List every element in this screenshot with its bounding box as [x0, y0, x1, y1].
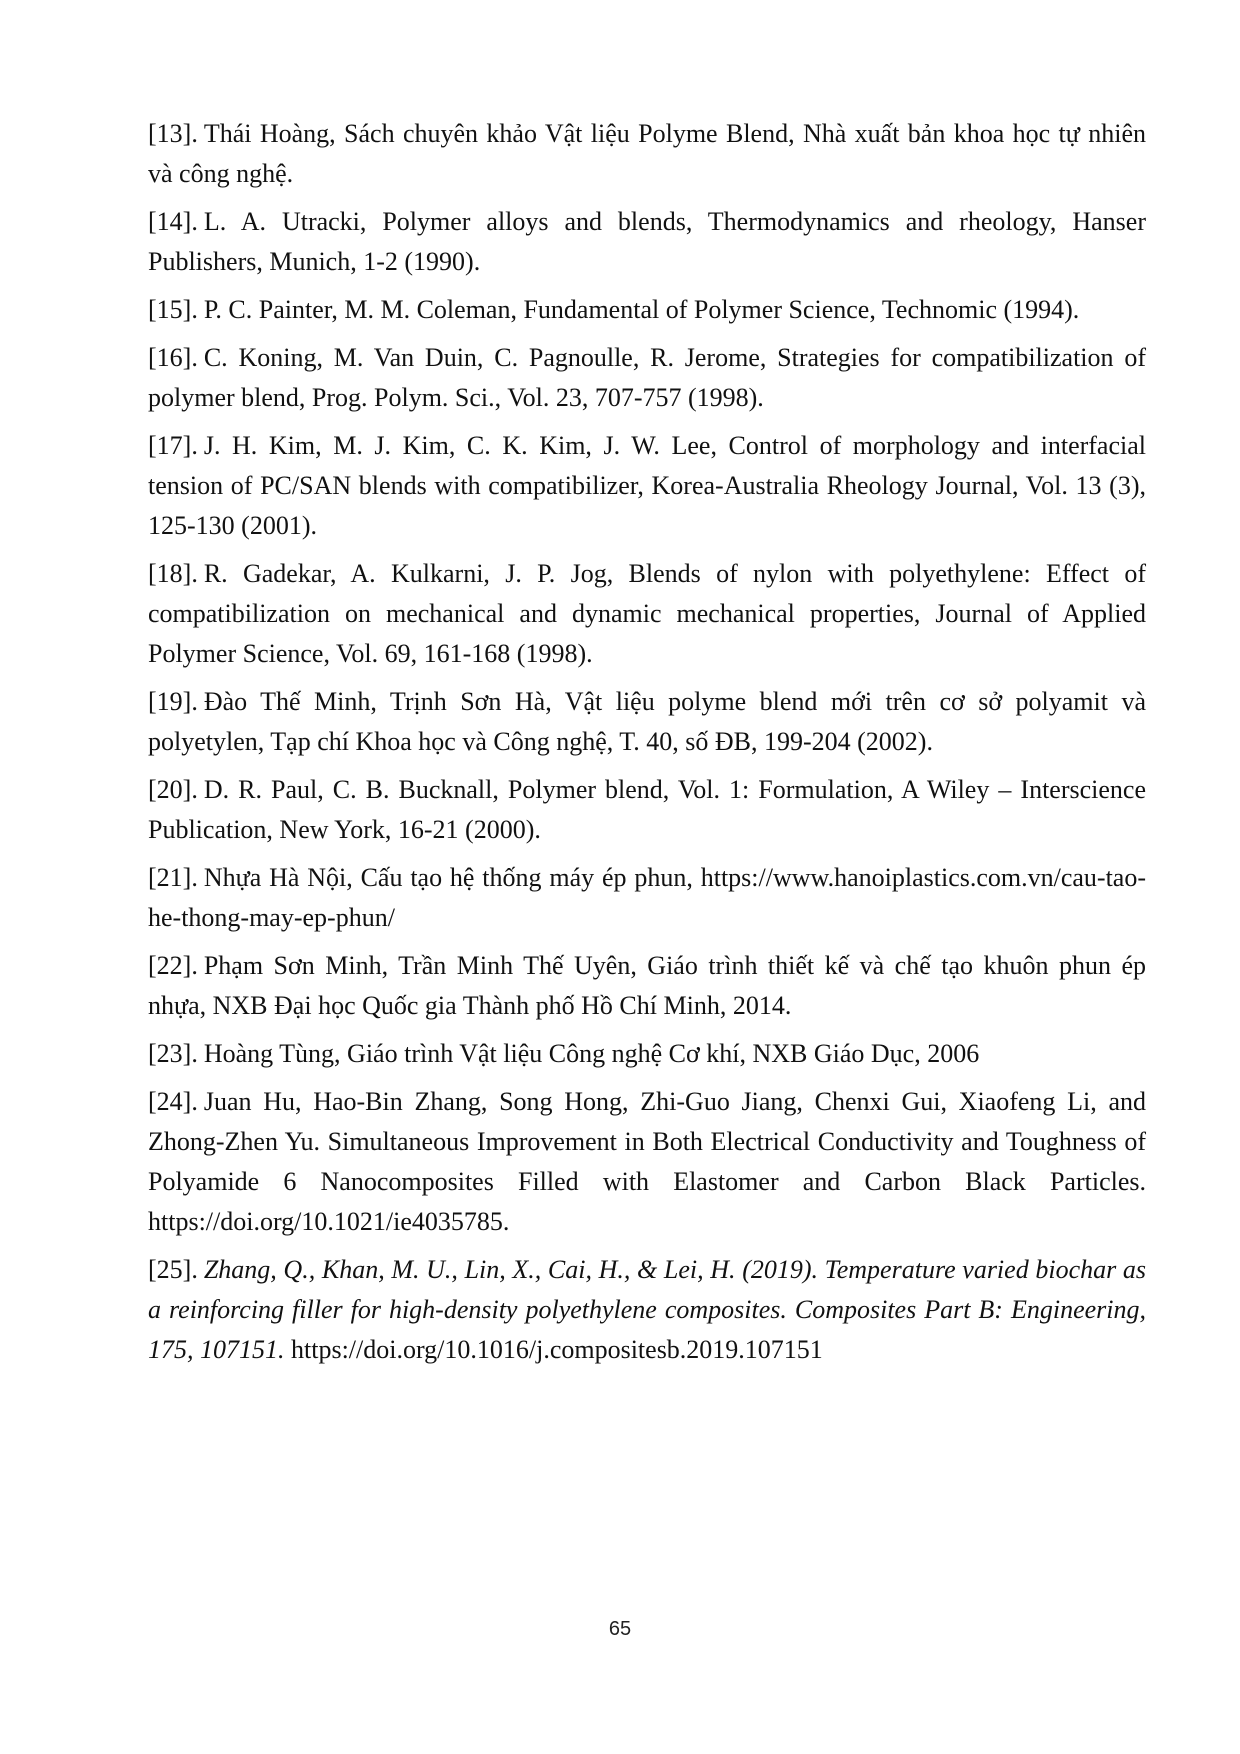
- reference-text: Juan Hu, Hao-Bin Zhang, Song Hong, Zhi-Guo Jiang, Chenxi Gui, Xiaofeng Li, and Zhong-Zhen Yu. Simultaneous Improvement in Both Electrical Conductivity and Toughness of Polyamide 6 Nanocomposites Filled with Elastomer and Carbon Black Particles. https://doi.org/10.1021/ie4035785.: [148, 1087, 1146, 1236]
- reference-doi-link[interactable]: https://doi.org/10.1016/j.compositesb.2019.107151: [291, 1335, 823, 1364]
- reference-text: Nhựa Hà Nội, Cấu tạo hệ thống máy ép phun, https://www.hanoiplastics.com.vn/cau-tao-he-thong-may-ep-phun/: [148, 863, 1146, 932]
- reference-21: [148, 858, 1146, 938]
- reference-15: [148, 290, 1146, 330]
- reference-text: Phạm Sơn Minh, Trần Minh Thế Uyên, Giáo trình thiết kế và chế tạo khuôn phun ép nhựa, NXB Đại học Quốc gia Thành phố Hồ Chí Minh, 2014.: [148, 951, 1146, 1020]
- reference-text: C. Koning, M. Van Duin, C. Pagnoulle, R. Jerome, Strategies for compatibilization of polymer blend, Prog. Polym. Sci., Vol. 23, 707-757 (1998).: [148, 343, 1146, 412]
- reference-14: [148, 202, 1146, 282]
- reference-text: Thái Hoàng, Sách chuyên khảo Vật liệu Polyme Blend, Nhà xuất bản khoa học tự nhiên và công nghệ.: [148, 119, 1146, 188]
- reference-id: [15].: [148, 295, 198, 324]
- reference-id: [19].: [148, 687, 198, 716]
- reference-id: [20].: [148, 775, 198, 804]
- reference-id: [25].: [148, 1255, 198, 1284]
- reference-17: [148, 426, 1146, 546]
- page-number: 65: [608, 1618, 632, 1640]
- reference-list: [148, 114, 1146, 1378]
- reference-id: [24].: [148, 1087, 198, 1116]
- reference-19: [148, 682, 1146, 762]
- reference-22: [148, 946, 1146, 1026]
- reference-citation-italic: Zhang, Q., Khan, M. U., Lin, X., Cai, H., & Lei, H. (2019). Temperature varied biochar as a reinforcing filler for high-density polyethylene composites. Composites Part B: Engineering, 175, 107151.: [148, 1255, 1146, 1364]
- reference-id: [22].: [148, 951, 198, 980]
- reference-text: P. C. Painter, M. M. Coleman, Fundamental of Polymer Science, Technomic (1994).: [203, 295, 1080, 324]
- reference-20: [148, 770, 1146, 850]
- reference-23: [148, 1034, 1146, 1074]
- reference-16: [148, 338, 1146, 418]
- reference-text: Hoàng Tùng, Giáo trình Vật liệu Công nghệ Cơ khí, NXB Giáo Dục, 2006: [203, 1039, 980, 1068]
- reference-text: D. R. Paul, C. B. Bucknall, Polymer blend, Vol. 1: Formulation, A Wiley – Interscience Publication, New York, 16-21 (2000).: [148, 775, 1146, 844]
- reference-text: L. A. Utracki, Polymer alloys and blends, Thermodynamics and rheology, Hanser Publishers, Munich, 1-2 (1990).: [148, 207, 1146, 276]
- reference-id: [23].: [148, 1039, 198, 1068]
- reference-id: [13].: [148, 119, 198, 148]
- reference-25: [148, 1250, 1146, 1370]
- reference-text: R. Gadekar, A. Kulkarni, J. P. Jog, Blends of nylon with polyethylene: Effect of compatibilization on mechanical and dynamic mechanical properties, Journal of Applied Polymer Science, Vol. 69, 161-168 (1998).: [148, 559, 1146, 668]
- reference-18: [148, 554, 1146, 674]
- reference-id: [16].: [148, 343, 198, 372]
- reference-id: [14].: [148, 207, 198, 236]
- reference-text: Đào Thế Minh, Trịnh Sơn Hà, Vật liệu polyme blend mới trên cơ sở polyamit và polyetylen, Tạp chí Khoa học và Công nghệ, T. 40, số ĐB, 199-204 (2002).: [148, 687, 1146, 756]
- reference-24: [148, 1082, 1146, 1242]
- reference-13: [148, 114, 1146, 194]
- reference-id: [18].: [148, 559, 198, 588]
- reference-id: [17].: [148, 431, 198, 460]
- reference-text: J. H. Kim, M. J. Kim, C. K. Kim, J. W. Lee, Control of morphology and interfacial tension of PC/SAN blends with compatibilizer, Korea-Australia Rheology Journal, Vol. 13 (3), 125-130 (2001).: [148, 431, 1146, 540]
- reference-id: [21].: [148, 863, 198, 892]
